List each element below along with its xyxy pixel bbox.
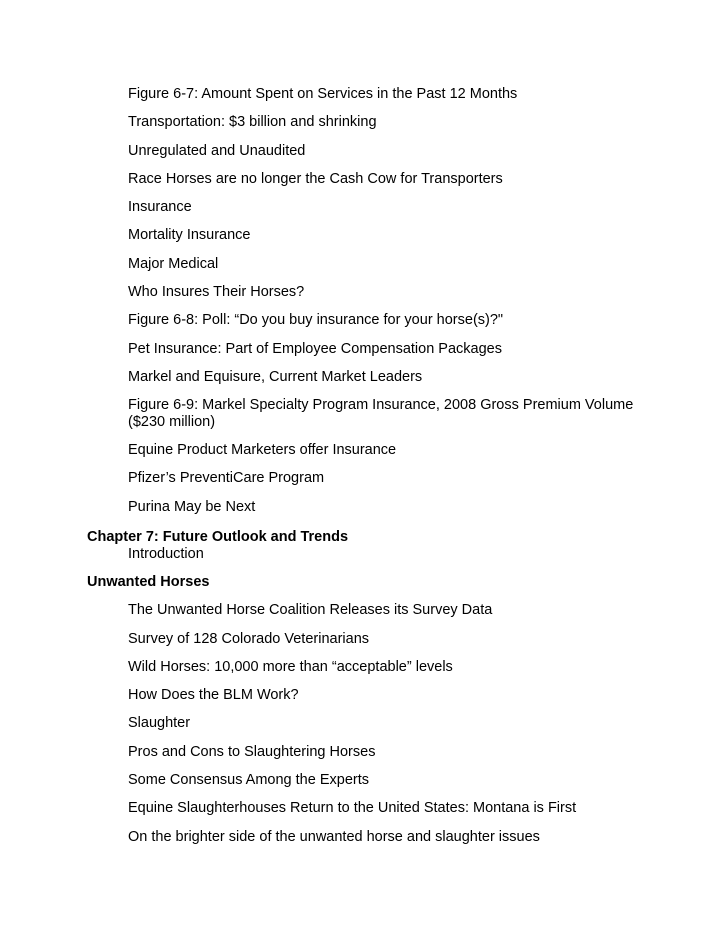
toc-entry: Transportation: $3 billion and shrinking xyxy=(128,114,377,130)
toc-entry: Figure 6-8: Poll: “Do you buy insurance for your horse(s)?" xyxy=(128,312,504,328)
toc-entry: Introduction xyxy=(128,546,204,562)
toc-entry: Major Medical xyxy=(128,256,219,272)
toc-entry: Markel and Equisure, Current Market Leaders xyxy=(128,369,423,385)
toc-entry: Wild Horses: 10,000 more than “acceptable” levels xyxy=(128,659,453,675)
toc-entry: Insurance xyxy=(128,199,192,215)
unwanted-horses-heading: Unwanted Horses xyxy=(87,574,210,590)
toc-entry: The Unwanted Horse Coalition Releases its Survey Data xyxy=(128,602,493,618)
toc-entry: Figure 6-9: Markel Specialty Program Insurance, 2008 Gross Premium Volume xyxy=(128,397,634,413)
toc-entry-continuation: ($230 million) xyxy=(128,414,216,430)
toc-entry: Pros and Cons to Slaughtering Horses xyxy=(128,744,376,760)
toc-entry: How Does the BLM Work? xyxy=(128,687,299,703)
toc-entry: Mortality Insurance xyxy=(128,227,251,243)
chapter-7-heading: Chapter 7: Future Outlook and Trends xyxy=(87,529,349,545)
toc-entry: Survey of 128 Colorado Veterinarians xyxy=(128,631,370,647)
toc-entry: Purina May be Next xyxy=(128,499,256,515)
toc-entry: Pfizer’s PreventiCare Program xyxy=(128,470,325,486)
toc-entry: Race Horses are no longer the Cash Cow for Transporters xyxy=(128,171,503,187)
toc-entry: Who Insures Their Horses? xyxy=(128,284,305,300)
toc-entry: Pet Insurance: Part of Employee Compensation Packages xyxy=(128,341,502,357)
toc-entry: Some Consensus Among the Experts xyxy=(128,772,369,788)
toc-entry: Slaughter xyxy=(128,715,191,731)
toc-entry: On the brighter side of the unwanted horse and slaughter issues xyxy=(128,829,540,845)
toc-entry: Equine Product Marketers offer Insurance xyxy=(128,442,397,458)
toc-entry: Unregulated and Unaudited xyxy=(128,143,306,159)
toc-entry: Figure 6-7: Amount Spent on Services in the Past 12 Months xyxy=(128,86,518,102)
toc-entry: Equine Slaughterhouses Return to the United States: Montana is First xyxy=(128,800,577,816)
